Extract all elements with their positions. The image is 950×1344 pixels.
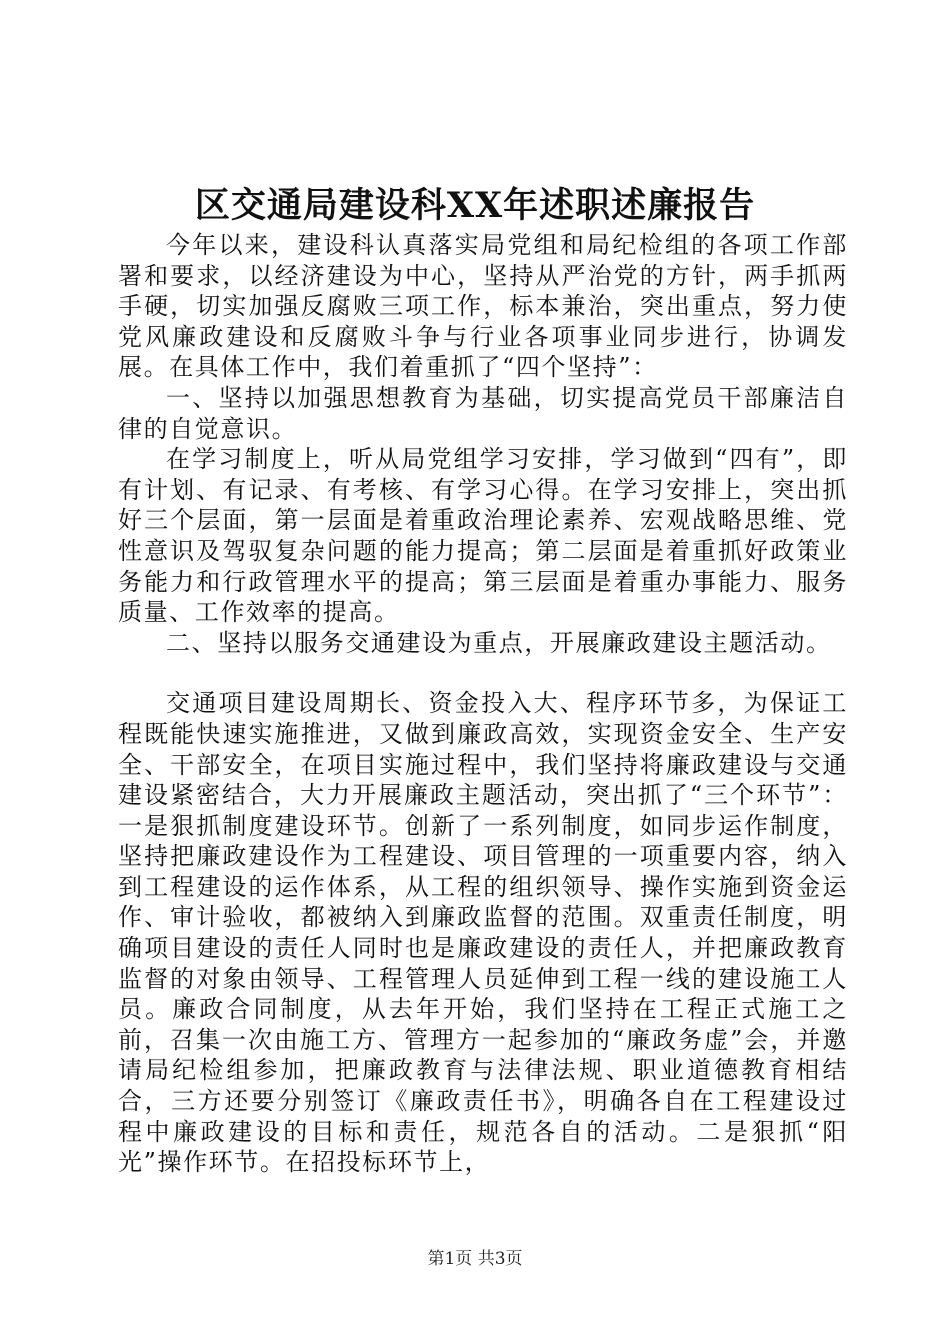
- document-body: [118, 230, 848, 1178]
- section-heading-1: 一、坚持以加强思想教育为基础，切实提高党员干部廉洁自律的自觉意识。: [118, 383, 848, 443]
- paragraph-transport-projects: 交通项目建设周期长、资金投入大、程序环节多，为保证工程既能快速实施推进，又做到廉政高效，实现资金安全、生产安全、干部安全，在项目实施过程中，我们坚持将廉政建设与交通建设紧密结合，大力开展廉政主题活动，突出抓了“三个环节”：一是狠抓制度建设环节。创新了一系列制度，如同步运作制度，坚持把廉政建设作为工程建设、项目管理的一项重要内容，纳入到工程建设的运作体系，从工程的组织领导、操作实施到资金运作、审计验收，都被纳入到廉政监督的范围。双重责任制度，明确项目建设的责任人同时也是廉政建设的责任人，并把廉政教育监督的对象由领导、工程管理人员延伸到工程一线的建设施工人员。廉政合同制度，从去年开始，我们坚持在工程正式施工之前，召集一次由施工方、管理方一起参加的“廉政务虚”会，并邀请局纪检组参加，把廉政教育与法律法规、职业道德教育相结合，三方还要分别签订《廉政责任书》，明确各自在工程建设过程中廉政建设的目标和责任，规范各自的活动。二是狠抓“阳光”操作环节。在招投标环节上，: [118, 689, 848, 1177]
- paragraph-study-system: 在学习制度上，听从局党组学习安排，学习做到“四有”，即有计划、有记录、有考核、有学习心得。在学习安排上，突出抓好三个层面，第一层面是着重政治理论素养、宏观战略思维、党性意识及驾驭复杂问题的能力提高；第二层面是着重抓好政策业务能力和行政管理水平的提高；第三层面是着重办事能力、服务质量、工作效率的提高。: [118, 445, 848, 627]
- page-title: 区交通局建设科XX年述职述廉报告: [194, 185, 756, 226]
- page-footer: 第1页 共3页: [427, 1249, 523, 1269]
- section-heading-2: 二、坚持以服务交通建设为重点，开展廉政建设主题活动。: [166, 628, 832, 657]
- paragraph-intro: 今年以来，建设科认真落实局党组和局纪检组的各项工作部署和要求，以经济建设为中心，坚持从严治党的方针，两手抓两手硬，切实加强反腐败三项工作，标本兼治，突出重点，努力使党风廉政建设和反腐败斗争与行业各项事业同步进行，协调发展。在具体工作中，我们着重抓了“四个坚持”：: [118, 231, 848, 382]
